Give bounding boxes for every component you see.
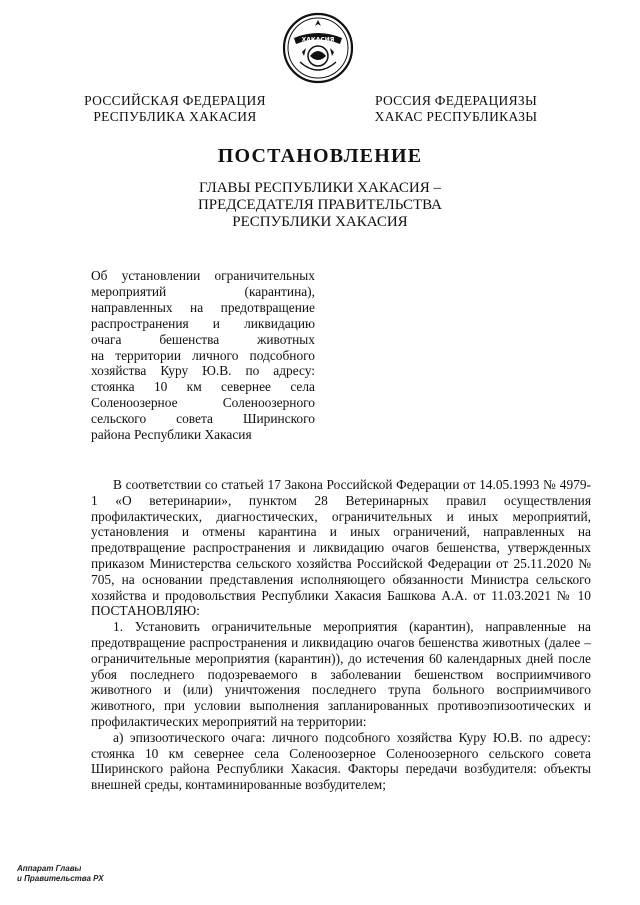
office-stamp: [17, 864, 104, 884]
subject-line: сельского совета Ширинского: [91, 411, 315, 427]
body-item-1a: а) эпизоотического очага: личного подсобного хозяйства Куру Ю.В. по адресу: стоянка 10 км севернее села Соленоозерное Соленоозерного сельского совета Ширинского района Республики Хакасия. Факторы передачи возбудителя: объекты внешней среды, контаминированные возбудителем;: [91, 729, 591, 793]
header-right-line-2: ХАКАС РЕСПУБЛИКАЗЫ: [374, 109, 538, 124]
header-left-line-1: РОССИЙСКАЯ ФЕДЕРАЦИЯ: [84, 93, 266, 108]
stamp-line-2: и Правительства РХ: [17, 874, 104, 883]
subject-line: стоянка 10 км севернее села: [91, 379, 315, 395]
subject-line: хозяйства Куру Ю.В. по адресу:: [91, 363, 315, 379]
body-item-1: 1. Установить ограничительные мероприятия (карантин), направленные на предотвращение распространения и ликвидацию очагов бешенства животных (далее – ограничительные мероприятия (карантин)), до истечения 60 календарных дней после убоя последнего подозреваемого в заболевании бешенством восприимчивого животного и (или) уничтожения последнего трупа больного восприимчивого животного, при условии выполнения запланированных противоэпизоотических и профилактических мероприятий на территории:: [91, 619, 591, 729]
subject-line: очага бешенства животных: [91, 331, 315, 347]
coat-of-arms-icon: [282, 12, 354, 84]
header-right-line-1: РОССИЯ ФЕДЕРАЦИЯЗЫ: [374, 93, 538, 108]
subject-line: на территории личного подсобного: [91, 347, 315, 363]
document-subject: [91, 268, 315, 443]
subject-line: мероприятий (карантина),: [91, 283, 315, 299]
stamp-line-1: Аппарат Главы: [17, 864, 82, 873]
header-left-line-2: РЕСПУБЛИКА ХАКАСИЯ: [93, 109, 257, 124]
body-preamble: В соответствии со статьей 17 Закона Российской Федерации от 14.05.1993 № 4979-1 «О ветеринарии», пунктом 28 Ветеринарных правил осуществления профилактических, диагностических, ограничительных и иных мероприятий, установления и отмены карантина и иных ограничений, направленных на предотвращение распространения и ликвидацию очагов бешенства, утвержденных приказом Министерства сельского хозяйства Российской Федерации от 25.11.2020 № 705, на основании представления исполняющего обязанности Министра сельского хозяйства и продовольствия Республики Хакасия Башкова А.А. от 11.03.2021 № 10 ПОСТАНОВЛЯЮ:: [91, 477, 591, 619]
document-subtitle: [150, 180, 490, 231]
subject-line: района Республики Хакасия: [91, 427, 252, 443]
subtitle-line-1: ГЛАВЫ РЕСПУБЛИКИ ХАКАСИЯ –: [198, 180, 442, 196]
subject-line: направленных на предотвращение: [91, 299, 315, 315]
subject-line: распространения и ликвидацию: [91, 315, 315, 331]
emblem-banner-text: ХАКАСИЯ: [301, 36, 335, 44]
document-title: ПОСТАНОВЛЕНИЕ: [217, 145, 423, 167]
header-left: [80, 93, 270, 125]
subtitle-line-3: РЕСПУБЛИКИ ХАКАСИЯ: [232, 214, 408, 230]
subject-line: Соленоозерное Соленоозерного: [91, 395, 315, 411]
subtitle-line-2: ПРЕДСЕДАТЕЛЯ ПРАВИТЕЛЬСТВА: [197, 197, 443, 213]
header-right: [366, 93, 546, 125]
document-body: [91, 477, 591, 793]
subject-line: Об установлении ограничительных: [91, 268, 315, 283]
